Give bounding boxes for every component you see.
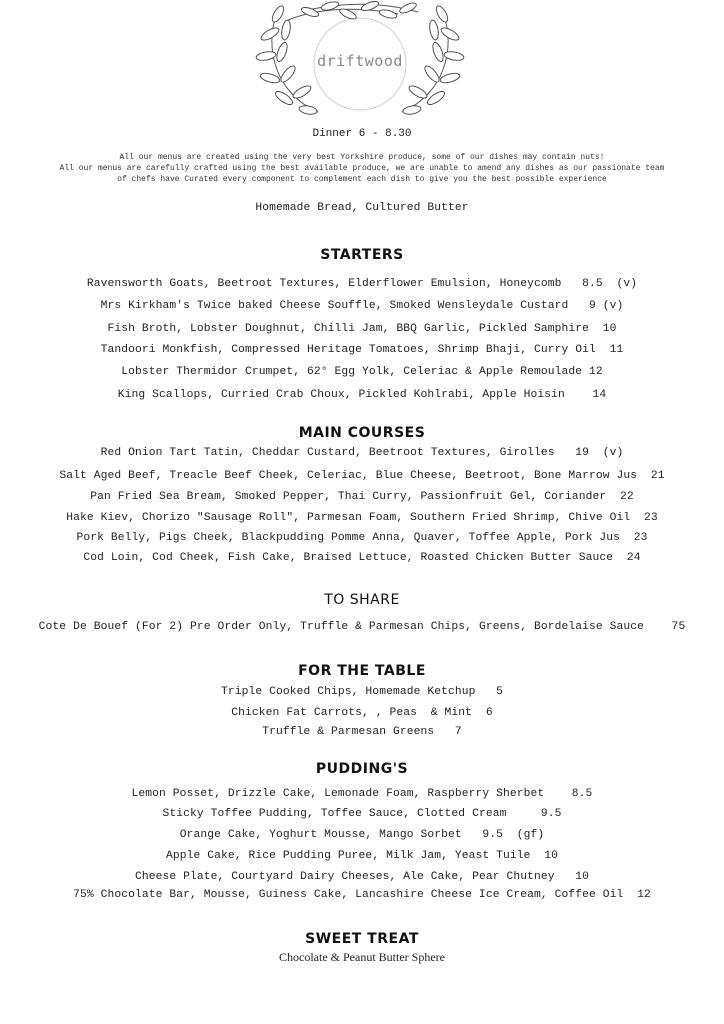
menu-item: Pork Belly, Pigs Cheek, Blackpudding Pomme Anna, Quaver, Toffee Apple, Pork Jus 23 bbox=[76, 532, 648, 544]
section-heading-puddings: PUDDING'S bbox=[315, 761, 409, 777]
menu-item: Orange Cake, Yoghurt Mousse, Mango Sorbet 9.5 (gf) bbox=[179, 829, 545, 841]
driftwood-logo bbox=[248, 0, 472, 122]
menu-item: Mrs Kirkham's Twice baked Cheese Souffle, Smoked Wensleydale Custard 9 (v) bbox=[100, 300, 624, 312]
menu-item: Red Onion Tart Tatin, Cheddar Custard, Beetroot Textures, Girolles 19 (v) bbox=[100, 447, 624, 459]
menu-note: All our menus are carefully crafted using the best available produce, we are unable to amend any dishes as our passionate team bbox=[59, 164, 665, 173]
menu-item: Fish Broth, Lobster Doughnut, Chilli Jam, BBQ Garlic, Pickled Samphire 10 bbox=[107, 323, 617, 335]
menu-item: Tandoori Monkfish, Compressed Heritage Tomatoes, Shrimp Bhaji, Curry Oil 11 bbox=[100, 344, 624, 356]
menu-item: Apple Cake, Rice Pudding Puree, Milk Jam, Yeast Tuile 10 bbox=[165, 850, 559, 862]
dinner-hours: Dinner 6 - 8.30 bbox=[312, 128, 412, 140]
menu-item: Chocolate & Peanut Butter Sphere bbox=[279, 950, 445, 964]
menu-item: Cheese Plate, Courtyard Dairy Cheeses, Ale Cake, Pear Chutney 10 bbox=[134, 871, 590, 883]
section-heading-starters: STARTERS bbox=[320, 247, 404, 263]
menu-item: Cod Loin, Cod Cheek, Fish Cake, Braised Lettuce, Roasted Chicken Butter Sauce 24 bbox=[83, 552, 641, 564]
menu-item: Pan Fried Sea Bream, Smoked Pepper, Thai Curry, Passionfruit Gel, Coriander 22 bbox=[90, 491, 634, 503]
bread-line: Homemade Bread, Cultured Butter bbox=[255, 202, 469, 214]
menu-item: Truffle & Parmesan Greens 7 bbox=[262, 726, 462, 738]
menu-item: Hake Kiev, Chorizo "Sausage Roll", Parmesan Foam, Southern Fried Shrimp, Chive Oil 23 bbox=[66, 512, 658, 524]
menu-item: Triple Cooked Chips, Homemade Ketchup 5 bbox=[220, 686, 504, 698]
section-heading-main-courses: MAIN COURSES bbox=[298, 425, 426, 441]
menu-item: Chicken Fat Carrots, , Peas & Mint 6 bbox=[231, 707, 493, 719]
menu-item: Lobster Thermidor Crumpet, 62° Egg Yolk, Celeriac & Apple Remoulade 12 bbox=[121, 366, 603, 378]
menu-note: All our menus are created using the very best Yorkshire produce, some of our dishes may contain nuts! bbox=[119, 153, 605, 162]
menu-item: Salt Aged Beef, Treacle Beef Cheek, Celeriac, Blue Cheese, Beetroot, Bone Marrow Jus 21 bbox=[59, 470, 665, 482]
section-heading-for-the-table: FOR THE TABLE bbox=[298, 663, 426, 679]
menu-note: of chefs have Curated every component to complement each dish to give you the best possible experience bbox=[117, 175, 607, 184]
section-heading-to-share: TO SHARE bbox=[324, 592, 400, 608]
brand-name: driftwood bbox=[317, 52, 403, 70]
section-heading-sweet-treat: SWEET TREAT bbox=[305, 931, 419, 947]
menu-item: 75% Chocolate Bar, Mousse, Guiness Cake, Lancashire Cheese Ice Cream, Coffee Oil 12 bbox=[73, 889, 651, 901]
menu-item: Cote De Bouef (For 2) Pre Order Only, Truffle & Parmesan Chips, Greens, Bordelaise Sauce 75 bbox=[38, 621, 686, 633]
menu-item: Sticky Toffee Pudding, Toffee Sauce, Clotted Cream 9.5 bbox=[162, 808, 562, 820]
menu-item: King Scallops, Curried Crab Choux, Pickled Kohlrabi, Apple Hoisin 14 bbox=[117, 389, 607, 401]
menu-item: Lemon Posset, Drizzle Cake, Lemonade Foam, Raspberry Sherbet 8.5 bbox=[131, 788, 593, 800]
menu-item: Ravensworth Goats, Beetroot Textures, Elderflower Emulsion, Honeycomb 8.5 (v) bbox=[86, 278, 638, 290]
